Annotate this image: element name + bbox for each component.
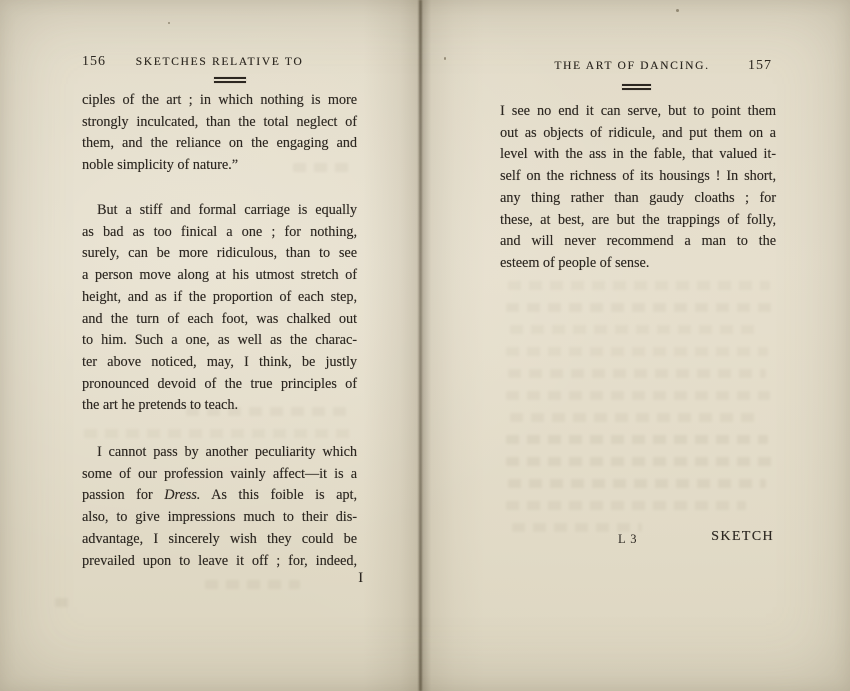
text-line: some of our profession vainly affect—it is a — [82, 465, 357, 482]
text-line: out as objects of ridicule, and put them on a — [500, 124, 776, 141]
section-rule-ornament — [622, 84, 651, 90]
text-line: and the turn of each foot, was chalked out — [82, 310, 357, 327]
right-running-header: THE ART OF DANCING. — [554, 60, 710, 72]
paragraph — [82, 200, 357, 417]
catchword: SKETCH — [711, 529, 774, 544]
text-line: passion for Dress. As this foible is apt, — [82, 487, 357, 504]
text-line: But a stiff and formal carriage is equally — [97, 202, 357, 218]
text-line: as bad as too finical a one ; for nothing, — [82, 223, 357, 240]
text-line: I see no end it can serve, but to point them — [500, 103, 776, 119]
paragraph — [82, 90, 357, 177]
text-line: these, at best, are but the trappings of folly, — [500, 211, 776, 228]
left-page-number: 156 — [82, 54, 106, 69]
paper-speck — [676, 9, 679, 12]
paper-speck — [444, 57, 446, 60]
text-line: pronounced devoid of the true principles of — [82, 375, 357, 392]
text-line: to him. Such a one, as well as the charac- — [82, 332, 357, 349]
text-line: noble simplicity of nature.” — [82, 157, 239, 174]
text-line: ciples of the art ; in which nothing is more — [82, 92, 357, 108]
section-rule-ornament — [214, 77, 246, 83]
text-line: ter above noticed, may, I think, be justly — [82, 353, 357, 370]
paragraph — [82, 442, 357, 572]
left-page — [82, 0, 363, 691]
text-line: a person move along at his utmost stretch of — [82, 267, 357, 284]
text-line: I cannot pass by another peculiarity which — [97, 444, 357, 460]
text-line: strongly inculcated, than the total neglect of — [82, 113, 357, 130]
signature-mark: L 3 — [618, 532, 638, 546]
italic-word: Dress. — [164, 487, 201, 504]
ghost-text-smudge — [55, 598, 73, 607]
text-line: also, to give impressions much to their dis- — [82, 509, 357, 526]
paper-speck — [168, 22, 170, 24]
paragraph — [500, 101, 776, 275]
left-running-header: SKETCHES RELATIVE TO — [135, 56, 304, 68]
text-line: level with the ass in the fable, that valued it- — [500, 146, 776, 163]
text-line: advantage, I sincerely wish they could be — [82, 530, 357, 547]
text-line: any thing rather than gaudy cloaths ; for — [500, 189, 776, 206]
gutter-fold-line — [419, 0, 422, 691]
right-page — [500, 0, 776, 691]
gutter-shadow — [363, 0, 485, 691]
text-line: esteem of people of sense. — [500, 254, 650, 271]
catchword: I — [358, 570, 363, 586]
text-line: them, and the reliance on the engaging and — [82, 135, 357, 152]
text-line: the art he pretends to teach. — [82, 397, 238, 414]
text-line: and will never recommend a man to the — [500, 233, 776, 250]
text-line: self on the richness of its housings ! In short, — [500, 168, 776, 185]
right-page-number: 157 — [748, 58, 772, 73]
text-line: height, and as if the proportion of each step, — [82, 288, 357, 305]
text-line: prevailed upon to leave it off ; for, indeed, — [82, 552, 357, 569]
text-line: surely, can be more ridiculous, than to see — [82, 245, 357, 262]
